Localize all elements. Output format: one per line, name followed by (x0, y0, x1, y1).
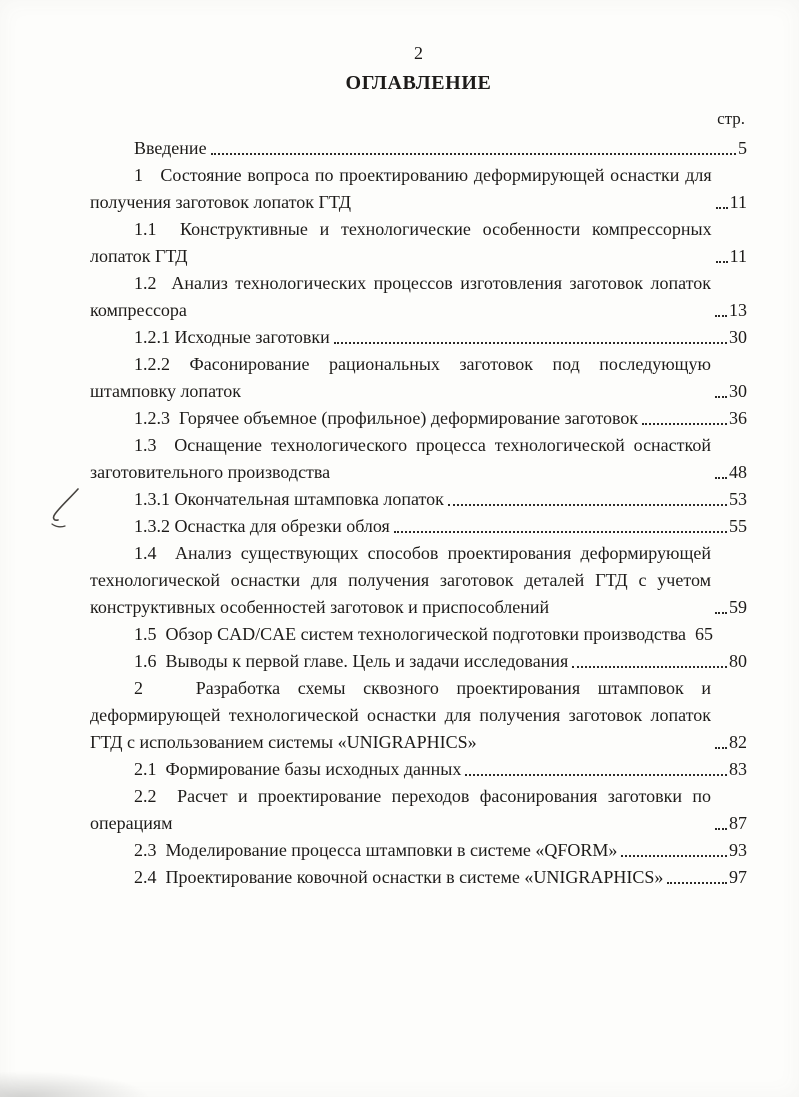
toc-dot-leader (465, 774, 727, 776)
toc-entry-text: 1.3.2 Оснастка для обрезки облоя (134, 516, 390, 536)
toc-entry-text: 1.3 Оснащение технологического процесса технологической оснасткой заготовительного производства (90, 435, 711, 482)
toc-entry-text: 1.4 Анализ существующих способов проектирования деформирующей технологической оснастки для получения заготовок деталей ГТД с учетом конструктивных особенностей заготовок и приспособлений (90, 543, 711, 617)
toc-dot-leader (211, 153, 736, 155)
toc-entry-page: 11 (729, 192, 747, 212)
toc-entry-page: 30 (729, 327, 747, 347)
toc-entry (90, 513, 747, 540)
toc-dot-leader (715, 747, 727, 749)
toc-entry-page: 5 (738, 138, 747, 158)
toc-entry (90, 837, 747, 864)
page-title: ОГЛАВЛЕНИЕ (345, 72, 492, 94)
toc-entry-text: 1.1 Конструктивные и технологические особенности компрессорных лопаток ГТД (90, 219, 712, 266)
toc-entry-page: 80 (729, 651, 747, 671)
toc-dot-leader (448, 504, 727, 506)
toc-entry-text: 2 Разработка схемы сквозного проектирования штамповок и деформирующей технологической оснастки для получения заготовок лопаток ГТД с использованием системы «UNIGRAPHICS» (90, 678, 711, 752)
page-column-label: стр. (717, 109, 745, 128)
table-of-contents (90, 135, 747, 891)
handwritten-mark-icon (48, 486, 82, 530)
toc-dot-leader (715, 396, 727, 398)
toc-entry (90, 135, 747, 162)
toc-entry-page: 83 (729, 759, 747, 779)
toc-entry-page: 82 (729, 732, 747, 752)
toc-entry (90, 648, 747, 675)
toc-entry (90, 324, 747, 351)
toc-dot-leader (572, 666, 727, 668)
toc-entry-page: 97 (729, 867, 747, 887)
toc-dot-leader (715, 477, 727, 479)
toc-entry (90, 486, 747, 513)
toc-dot-leader (642, 423, 727, 425)
toc-entry (90, 783, 747, 837)
toc-entry (90, 621, 747, 648)
toc-entry-page: 13 (729, 300, 747, 320)
toc-entry-page: 48 (729, 462, 747, 482)
toc-entry-page: 93 (729, 840, 747, 860)
toc-entry-text: 1.3.1 Окончательная штамповка лопаток (134, 489, 444, 509)
toc-entry-page: 55 (729, 516, 747, 536)
toc-entry (90, 540, 747, 621)
toc-dot-leader (334, 342, 727, 344)
toc-entry-text: 1 Состояние вопроса по проектированию деформирующей оснастки для получения заготовок лопаток ГТД (90, 165, 712, 212)
toc-entry (90, 216, 747, 270)
toc-entry-text: 1.2.2 Фасонирование рациональных заготовок под последующую штамповку лопаток (90, 354, 711, 401)
toc-dot-leader (716, 261, 728, 263)
toc-entry-page: 11 (729, 246, 747, 266)
page-number: 2 (414, 43, 423, 63)
toc-entry-text: 1.2.1 Исходные заготовки (134, 327, 330, 347)
toc-entry-page: 36 (729, 408, 747, 428)
toc-entry-page: 53 (729, 489, 747, 509)
toc-entry-page: 30 (729, 381, 747, 401)
toc-entry (90, 675, 747, 756)
toc-dot-leader (715, 828, 727, 830)
toc-entry-text: 1.2 Анализ технологических процессов изготовления заготовок лопаток компрессора (90, 273, 711, 320)
toc-entry-text: 1.5 Обзор CAD/CAE систем технологической подготовки производства (134, 624, 686, 644)
toc-entry-page: 59 (729, 597, 747, 617)
toc-dot-leader (621, 855, 727, 857)
toc-dot-leader (667, 882, 727, 884)
toc-entry-text: 2.2 Расчет и проектирование переходов фасонирования заготовки по операциям (90, 786, 711, 833)
toc-dot-leader (715, 612, 727, 614)
toc-dot-leader (715, 315, 727, 317)
toc-entry-text: 1.6 Выводы к первой главе. Цель и задачи исследования (134, 651, 569, 671)
toc-dot-leader (394, 531, 727, 533)
toc-entry-text: 2.3 Моделирование процесса штамповки в системе «QFORM» (134, 840, 618, 860)
scan-smudge (0, 1071, 150, 1097)
toc-entry (90, 432, 747, 486)
toc-entry-text: 1.2.3 Горячее объемное (профильное) деформирование заготовок (134, 408, 639, 428)
toc-entry (90, 270, 747, 324)
toc-entry (90, 162, 747, 216)
toc-entry (90, 864, 747, 891)
toc-entry-page: 65 (694, 624, 713, 644)
toc-entry (90, 756, 747, 783)
toc-entry (90, 405, 747, 432)
toc-entry-page: 87 (729, 813, 747, 833)
toc-entry-text: 2.4 Проектирование ковочной оснастки в системе «UNIGRAPHICS» (134, 867, 664, 887)
toc-entry (90, 351, 747, 405)
toc-dot-leader (716, 207, 728, 209)
toc-entry-text: 2.1 Формирование базы исходных данных (134, 759, 462, 779)
toc-entry-text: Введение (134, 138, 207, 158)
